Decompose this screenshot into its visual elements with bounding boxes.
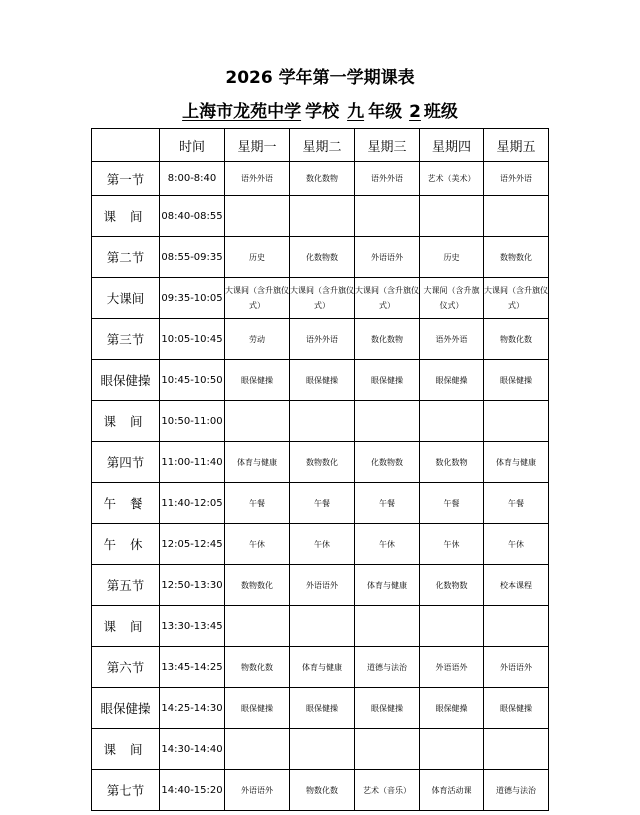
subject-cell-friday: 外语语外 [484, 647, 549, 688]
class-number: 2 [409, 102, 421, 122]
subject-cell-friday [484, 729, 549, 770]
table-row [92, 442, 549, 483]
table-row [92, 162, 549, 196]
subject-cell-tuesday: 外语语外 [290, 565, 355, 606]
time-cell: 10:45-10:50 [160, 360, 225, 401]
subject-cell-friday: 语外外语 [484, 162, 549, 196]
subject-cell-friday: 大课间（含升旗仪式） [484, 278, 549, 319]
class-suffix: 班级 [423, 102, 458, 122]
subject-cell-wednesday: 午休 [355, 524, 420, 565]
period-cell: 课 间 [92, 606, 160, 647]
table-row [92, 401, 549, 442]
subject-cell-friday: 物数化数 [484, 319, 549, 360]
subject-cell-thursday: 眼保健操 [420, 688, 484, 729]
subject-cell-thursday: 外语语外 [420, 647, 484, 688]
time-cell: 11:40-12:05 [160, 483, 225, 524]
subject-cell-monday: 语外外语 [225, 162, 290, 196]
subject-cell-monday [225, 606, 290, 647]
subject-cell-monday [225, 196, 290, 237]
period-cell: 大课间 [92, 278, 160, 319]
subject-cell-thursday: 艺术（美术） [420, 162, 484, 196]
period-cell: 课 间 [92, 401, 160, 442]
grade-value: 九 [347, 102, 365, 122]
subject-cell-thursday: 历史 [420, 237, 484, 278]
subject-cell-monday: 大课间（含升旗仪式） [225, 278, 290, 319]
subject-cell-monday: 体育与健康 [225, 442, 290, 483]
header-corner [92, 129, 160, 162]
period-cell: 第七节 [92, 770, 160, 811]
period-cell: 课 间 [92, 729, 160, 770]
subject-cell-wednesday: 体育与健康 [355, 565, 420, 606]
time-cell: 14:40-15:20 [160, 770, 225, 811]
subject-cell-monday: 午餐 [225, 483, 290, 524]
subject-cell-tuesday: 数物数化 [290, 442, 355, 483]
subject-cell-friday: 眼保健操 [484, 688, 549, 729]
subject-cell-thursday: 午餐 [420, 483, 484, 524]
subject-cell-wednesday: 语外外语 [355, 162, 420, 196]
subject-cell-friday: 眼保健操 [484, 360, 549, 401]
subject-cell-tuesday: 午餐 [290, 483, 355, 524]
header-wednesday: 星期三 [355, 129, 420, 162]
subject-cell-thursday [420, 196, 484, 237]
subject-cell-wednesday: 眼保健操 [355, 688, 420, 729]
subject-cell-tuesday [290, 729, 355, 770]
subject-cell-wednesday [355, 196, 420, 237]
period-cell: 第六节 [92, 647, 160, 688]
time-cell: 09:35-10:05 [160, 278, 225, 319]
subject-cell-friday [484, 401, 549, 442]
period-cell: 午 餐 [92, 483, 160, 524]
time-cell: 11:00-11:40 [160, 442, 225, 483]
time-cell: 12:05-12:45 [160, 524, 225, 565]
table-row [92, 606, 549, 647]
header-friday: 星期五 [484, 129, 549, 162]
subject-cell-monday: 数物数化 [225, 565, 290, 606]
table-row [92, 565, 549, 606]
school-suffix: 学校 [305, 102, 340, 122]
table-row [92, 196, 549, 237]
subject-cell-tuesday: 午休 [290, 524, 355, 565]
subject-cell-wednesday [355, 401, 420, 442]
table-row [92, 729, 549, 770]
time-cell: 14:25-14:30 [160, 688, 225, 729]
period-cell: 第三节 [92, 319, 160, 360]
period-cell: 课 间 [92, 196, 160, 237]
period-cell: 眼保健操 [92, 360, 160, 401]
subject-cell-wednesday: 外语语外 [355, 237, 420, 278]
table-row [92, 524, 549, 565]
subject-cell-tuesday: 物数化数 [290, 770, 355, 811]
header-row [92, 129, 549, 162]
subject-cell-wednesday: 数化数物 [355, 319, 420, 360]
subject-cell-wednesday: 午餐 [355, 483, 420, 524]
subject-cell-friday: 数物数化 [484, 237, 549, 278]
subject-cell-monday [225, 401, 290, 442]
subject-cell-wednesday: 大课间（含升旗仪式） [355, 278, 420, 319]
period-cell: 第五节 [92, 565, 160, 606]
subject-cell-monday [225, 729, 290, 770]
subject-cell-monday: 物数化数 [225, 647, 290, 688]
subject-cell-monday: 劳动 [225, 319, 290, 360]
period-cell: 眼保健操 [92, 688, 160, 729]
subject-cell-thursday: 体育活动课 [420, 770, 484, 811]
subject-cell-monday: 眼保健操 [225, 688, 290, 729]
table-row [92, 483, 549, 524]
header-time: 时间 [160, 129, 225, 162]
subject-cell-friday: 体育与健康 [484, 442, 549, 483]
time-cell: 08:40-08:55 [160, 196, 225, 237]
subject-cell-thursday: 眼保健操 [420, 360, 484, 401]
subject-cell-tuesday: 眼保健操 [290, 360, 355, 401]
time-cell: 10:05-10:45 [160, 319, 225, 360]
subject-cell-thursday: 语外外语 [420, 319, 484, 360]
subject-cell-wednesday: 化数物数 [355, 442, 420, 483]
subject-cell-thursday: 化数物数 [420, 565, 484, 606]
school-name: 上海市龙苑中学 [182, 102, 302, 122]
table-row [92, 647, 549, 688]
subject-cell-wednesday [355, 606, 420, 647]
period-cell: 午 休 [92, 524, 160, 565]
subject-cell-thursday [420, 606, 484, 647]
subject-cell-tuesday [290, 606, 355, 647]
period-cell: 第四节 [92, 442, 160, 483]
table-row [92, 770, 549, 811]
subject-cell-tuesday: 数化数物 [290, 162, 355, 196]
time-cell: 12:50-13:30 [160, 565, 225, 606]
time-cell: 13:30-13:45 [160, 606, 225, 647]
subject-cell-tuesday [290, 401, 355, 442]
time-cell: 08:55-09:35 [160, 237, 225, 278]
subject-cell-monday: 历史 [225, 237, 290, 278]
subject-cell-tuesday: 眼保健操 [290, 688, 355, 729]
subject-cell-wednesday: 道德与法治 [355, 647, 420, 688]
grade-suffix: 年级 [368, 102, 403, 122]
subject-cell-monday: 外语语外 [225, 770, 290, 811]
time-cell: 8:00-8:40 [160, 162, 225, 196]
subject-cell-tuesday: 大课间（含升旗仪式） [290, 278, 355, 319]
subject-cell-monday: 眼保健操 [225, 360, 290, 401]
timetable [91, 128, 549, 811]
time-cell: 13:45-14:25 [160, 647, 225, 688]
header-tuesday: 星期二 [290, 129, 355, 162]
subject-cell-wednesday: 眼保健操 [355, 360, 420, 401]
subject-cell-thursday: 午休 [420, 524, 484, 565]
subject-cell-wednesday: 艺术（音乐） [355, 770, 420, 811]
table-row [92, 237, 549, 278]
subject-cell-tuesday [290, 196, 355, 237]
subject-cell-thursday: 大课间（含升旗仪式） [420, 278, 484, 319]
subject-cell-tuesday: 化数物数 [290, 237, 355, 278]
subject-cell-thursday [420, 401, 484, 442]
time-cell: 10:50-11:00 [160, 401, 225, 442]
header-thursday: 星期四 [420, 129, 484, 162]
table-row [92, 360, 549, 401]
table-row [92, 278, 549, 319]
table-row [92, 688, 549, 729]
page-title: 2026 学年第一学期课表 [225, 68, 415, 88]
subject-cell-friday [484, 606, 549, 647]
subject-cell-friday: 校本课程 [484, 565, 549, 606]
subject-cell-friday: 午餐 [484, 483, 549, 524]
subject-cell-thursday: 数化数物 [420, 442, 484, 483]
subject-cell-wednesday [355, 729, 420, 770]
table-row [92, 319, 549, 360]
subject-cell-thursday [420, 729, 484, 770]
subject-cell-friday [484, 196, 549, 237]
subject-cell-tuesday: 体育与健康 [290, 647, 355, 688]
subject-cell-monday: 午休 [225, 524, 290, 565]
period-cell: 第二节 [92, 237, 160, 278]
period-cell: 第一节 [92, 162, 160, 196]
time-cell: 14:30-14:40 [160, 729, 225, 770]
subject-cell-friday: 道德与法治 [484, 770, 549, 811]
page-subtitle [0, 102, 640, 122]
header-monday: 星期一 [225, 129, 290, 162]
subject-cell-friday: 午休 [484, 524, 549, 565]
subject-cell-tuesday: 语外外语 [290, 319, 355, 360]
